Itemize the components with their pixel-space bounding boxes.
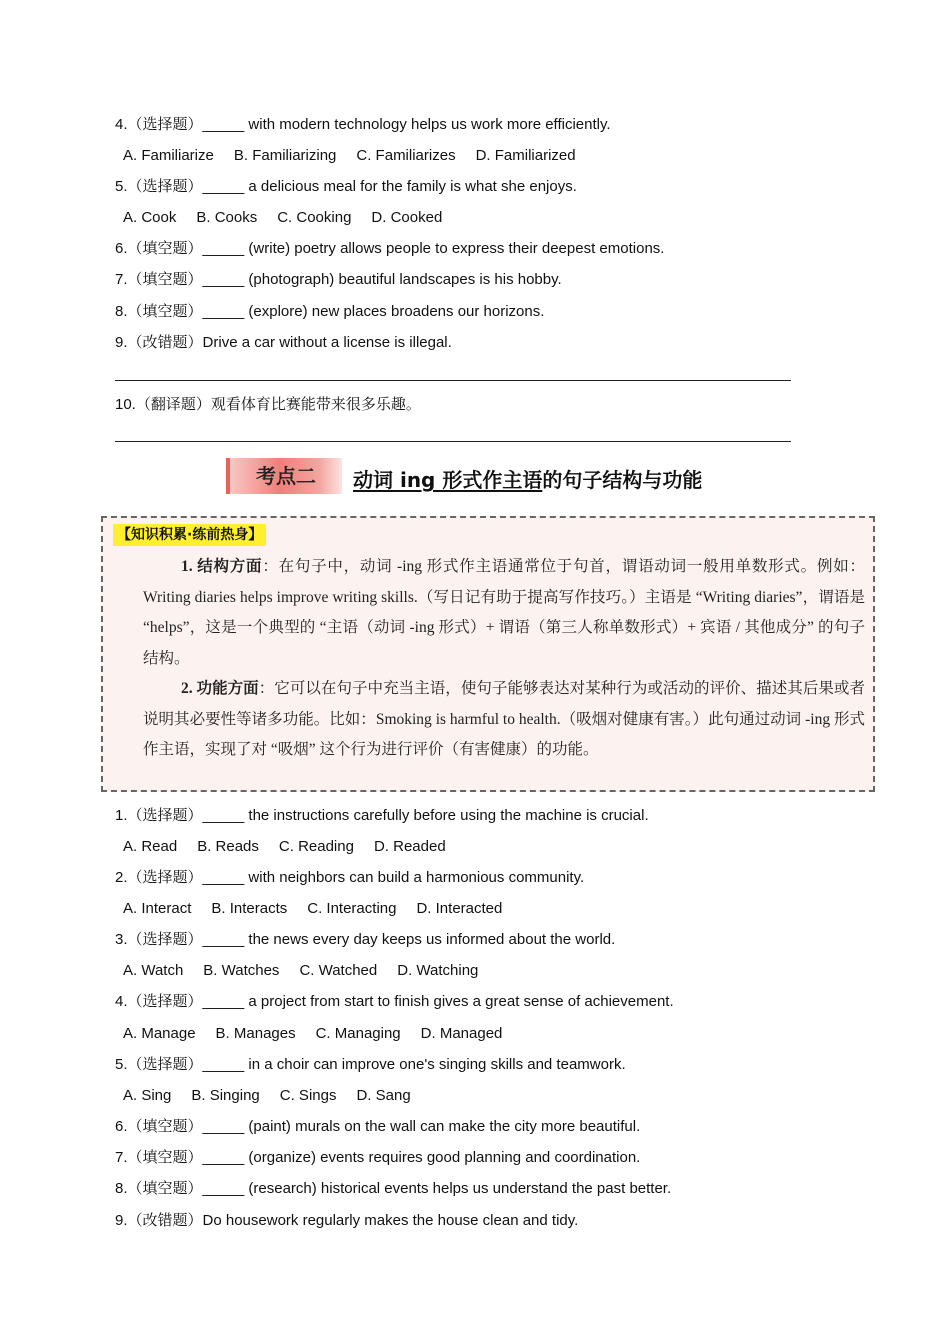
option-a: A. Manage (123, 1025, 196, 1042)
question-6b: 6.（填空题）_____ (paint) murals on the wall can make the city more beautiful. (115, 1118, 641, 1135)
option-a: A. Familiarize (123, 147, 214, 164)
option-d: D. Watching (397, 962, 479, 979)
option-d: D. Cooked (371, 209, 443, 226)
knowledge-structure-paragraph (143, 552, 865, 674)
option-d: D. Readed (373, 838, 446, 855)
option-b: B. Singing (191, 1087, 260, 1104)
section-header (226, 456, 826, 496)
option-c: C. Reading (278, 838, 354, 855)
section-title-rest: 的句子结构与功能 (542, 468, 703, 492)
question-1: 1.（选择题）_____ the instructions carefully before using the machine is crucial. (115, 807, 649, 824)
section-badge (226, 458, 342, 494)
question-5b: 5.（选择题）_____ in a choir can improve one's singing skills and teamwork. (115, 1056, 626, 1073)
option-b: B. Interacts (211, 900, 288, 917)
knowledge-box (101, 516, 875, 792)
structure-label: 1. 结构方面 (181, 558, 263, 575)
question-5-options (123, 208, 462, 228)
question-4b-options (123, 1024, 522, 1044)
option-c: C. Interacting (307, 900, 397, 917)
function-label: 2. 功能方面 (181, 680, 259, 697)
question-6: 6.（填空题）_____ (write) poetry allows people to express their deepest emotions. (115, 240, 665, 257)
option-b: B. Reads (197, 838, 259, 855)
question-8b: 8.（填空题）_____ (research) historical events helps us understand the past better. (115, 1180, 672, 1197)
question-4: 4.（选择题）_____ with modern technology helps us work more efficiently. (115, 116, 611, 133)
knowledge-tag: 【知识积累·练前热身】 (113, 524, 266, 546)
option-c: C. Familiarizes (356, 147, 456, 164)
option-b: B. Manages (215, 1025, 296, 1042)
question-8: 8.（填空题）_____ (explore) new places broadens our horizons. (115, 303, 545, 320)
option-d: D. Interacted (416, 900, 503, 917)
question-4-options (123, 146, 596, 166)
question-2-options (123, 899, 522, 919)
question-7b: 7.（填空题）_____ (organize) events requires good planning and coordination. (115, 1149, 641, 1166)
question-5: 5.（选择题）_____ a delicious meal for the family is what she enjoys. (115, 178, 577, 195)
option-c: C. Sings (279, 1087, 337, 1104)
option-c: C. Cooking (277, 209, 352, 226)
question-1-options (123, 837, 466, 857)
option-a: A. Interact (123, 900, 192, 917)
option-a: A. Cook (123, 209, 177, 226)
option-a: A. Watch (123, 962, 184, 979)
option-b: B. Cooks (196, 209, 258, 226)
knowledge-function-paragraph (143, 674, 865, 766)
question-7: 7.（填空题）_____ (photograph) beautiful landscapes is his hobby. (115, 271, 562, 288)
option-c: C. Watched (299, 962, 378, 979)
option-c: C. Managing (315, 1025, 401, 1042)
section-badge-label: 考点二 (256, 464, 316, 488)
option-d: D. Managed (420, 1025, 503, 1042)
option-a: A. Read (123, 838, 178, 855)
question-4b: 4.（选择题）_____ a project from start to finish gives a great sense of achievement. (115, 993, 674, 1010)
option-d: D. Familiarized (475, 147, 576, 164)
answer-line (115, 441, 791, 442)
option-b: B. Familiarizing (233, 147, 337, 164)
answer-line (115, 380, 791, 381)
option-d: D. Sang (356, 1087, 411, 1104)
option-b: B. Watches (203, 962, 280, 979)
question-10: 10.（翻译题）观看体育比赛能带来很多乐趣。 (115, 396, 421, 413)
structure-text: ：在句子中，动词 -ing 形式作主语通常位于句首，谓语动词一般用单数形式。例如：Writing diaries helps improve writing skills.（写日记有助于提高写作技巧。）主语是 “Writing diaries”，谓语是 “helps”，这是一个典型的 “主语（动词 -ing 形式）+ 谓语（第三人称单数形式）+ 宾语 / 其他成分” 的句子结构。 (143, 558, 865, 667)
option-a: A. Sing (123, 1087, 172, 1104)
function-text: ：它可以在句子中充当主语，使句子能够表达对某种行为或活动的评价、描述其后果或者说明其必要性等诸多功能。比如：Smoking is harmful to health.（吸烟对健康有害。）此句通过动词 -ing 形式作主语，实现了对 “吸烟” 这个行为进行评价（有害健康）的功能。 (143, 680, 865, 758)
section-title (353, 464, 702, 493)
question-9b: 9.（改错题）Do housework regularly makes the house clean and tidy. (115, 1212, 579, 1229)
section-title-underlined: 动词 ing 形式作主语 (353, 468, 543, 492)
question-3: 3.（选择题）_____ the news every day keeps us informed about the world. (115, 931, 616, 948)
question-2: 2.（选择题）_____ with neighbors can build a harmonious community. (115, 869, 585, 886)
question-9: 9.（改错题）Drive a car without a license is illegal. (115, 334, 452, 351)
question-5b-options (123, 1086, 431, 1106)
question-3-options (123, 961, 498, 981)
